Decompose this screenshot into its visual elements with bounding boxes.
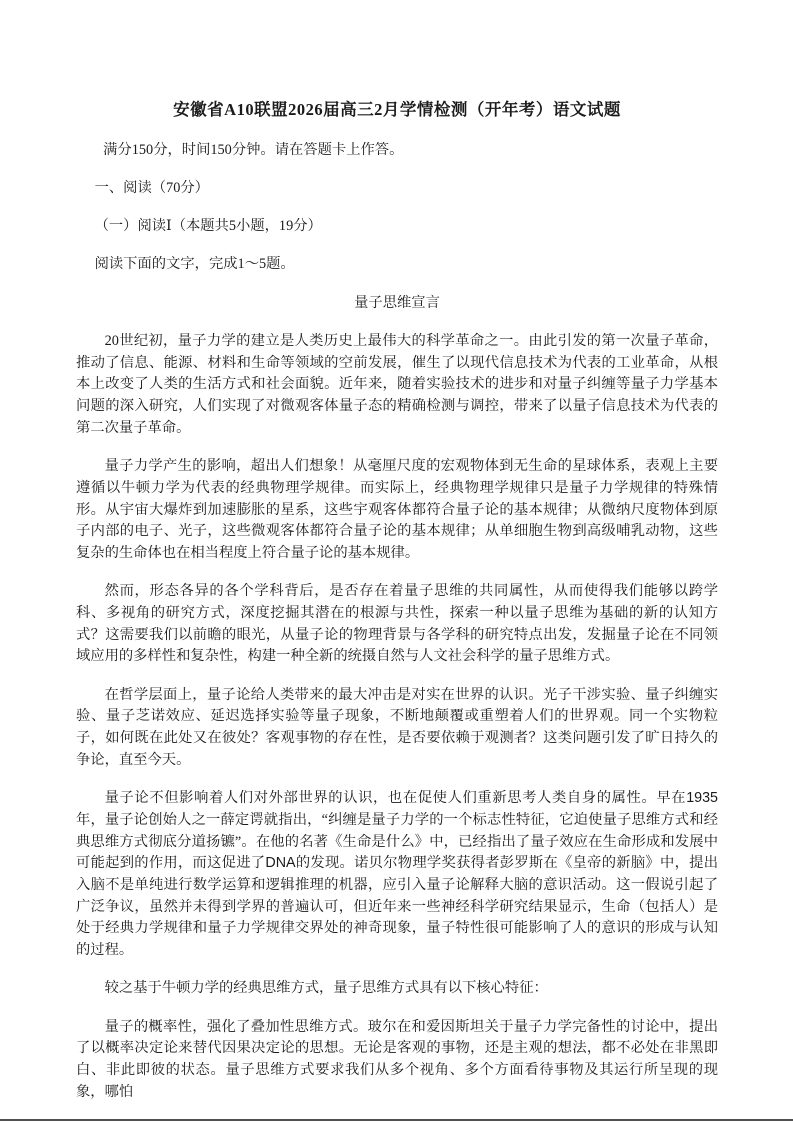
essay-paragraph: 在哲学层面上，量子论给人类带来的最大冲击是对实在世界的认识。光子干涉实验、量子纠缠实验、量子芝诺效应、延迟选择实验等量子现象，不断地颠覆或重塑着人们的世界观。同一个实物粒子，如何既在此处又在彼处？客观事物的存在性，是否要依赖于观测者？这类问题引发了旷日持久的争论，直至今天。 bbox=[76, 686, 718, 768]
essay-paragraph: 然而，形态各异的各个学科背后，是否存在着量子思维的共同属性，从而使得我们能够以跨学科、多视角的研究方式，深度挖掘其潜在的根源与共性，探索一种以量子思维为基础的新的认知方式？这需要我们以前瞻的眼光，从量子论的物理背景与各学科的研究特点出发，发掘量子论在不同领域应用的多样性和复杂性，构建一种全新的统摄自然与人文社会科学的量子思维方式。 bbox=[76, 583, 718, 665]
document-title: 安徽省A10联盟2026届高三2月学情检测（开年考）语文试题 bbox=[173, 100, 621, 119]
ascii-sans-run: DNA bbox=[265, 855, 296, 872]
essay-paragraph: 20世纪初，量子力学的建立是人类历史上最伟大的科学革命之一。由此引发的第一次量子革命，推动了信息、能源、材料和生命等领域的空前发展，催生了以现代信息技术为代表的工业革命，从根本上改变了人类的生活方式和社会面貌。近年来，随着实验技术的进步和对量子纠缠等量子力学基本问题的深入研究，人们实现了对微观客体量子态的精确检测与调控，带来了以量子信息技术为代表的第二次量子革命。 bbox=[76, 333, 718, 436]
section-heading-reading: 一、阅读（70分） bbox=[94, 179, 209, 196]
text-run: 量子论不但影响着人们对外部世界的认识，也在促使人们重新思考人类自身的属性。早在 bbox=[104, 790, 687, 807]
essay-paragraph: 量子的概率性，强化了叠加性思维方式。玻尔在和爱因斯坦关于量子力学完备性的讨论中，提出了以概率决定论来替代因果决定论的思想。无论是客观的事物，还是主观的想法，都不必处在非黑即白、非此即彼的状态。量子思维方式要求我们从多个视角、多个方面看待事物及其运行所呈现的现象，哪怕 bbox=[76, 1018, 718, 1100]
reading-prompt: 阅读下面的文字，完成1～5题。 bbox=[94, 256, 295, 273]
exam-instructions: 满分150分，时间150分钟。请在答题卡上作答。 bbox=[103, 141, 404, 158]
text-run: 年，量子论创始人之一薛定谔就指出，“纠缠是量子力学的一个标志性特征，它迫使量子思维方式和经典思维方式彻底分道扬镳”。在他的名著《生命是什么》中，已经指出了量子效应在生命形成和发展中可能起到的作用，而这促进了 bbox=[76, 811, 718, 872]
subsection-heading-reading-1: （一）阅读Ⅰ（本题共5小题，19分） bbox=[94, 218, 322, 235]
ascii-sans-run: 1935 bbox=[686, 790, 718, 807]
essay-paragraph: 量子力学产生的影响，超出人们想象！从毫厘尺度的宏观物体到无生命的星球体系，表观上主要遵循以牛顿力学为代表的经典物理学规律。而实际上，经典物理学规律只是量子力学规律的特殊情形。从宇宙大爆炸到加速膨胀的星系，这些宇观客体都符合量子论的基本规律；从微纳尺度物体到原子内部的电子、光子，这些微观客体都符合量子论的基本规律；从单细胞生物到高级哺乳动物，这些复杂的生命体也在相当程度上符合量子论的基本规律。 bbox=[76, 458, 718, 561]
essay-title: 量子思维宣言 bbox=[354, 294, 440, 311]
text-run: 的发现。诺贝尔物理学奖获得者彭罗斯在《皇帝的新脑》中，提出入脑不是单纯进行数学运算和逻辑推理的机器，应引入量子论解释大脑的意识活动。这一假说引起了广泛争议，虽然并未得到学界的普遍认可，但近年来一些神经科学研究结果显示，生命（包括人）是处于经典力学规律和量子力学规律交界处的神奇现象，量子特性很可能影响了人的意识的形成与认知的过程。 bbox=[76, 855, 719, 959]
essay-paragraph: 较之基于牛顿力学的经典思维方式，量子思维方式具有以下核心特征： bbox=[104, 980, 548, 997]
essay-paragraph bbox=[76, 788, 718, 962]
essay-body bbox=[76, 331, 718, 1103]
page-bottom-edge bbox=[0, 1119, 793, 1121]
